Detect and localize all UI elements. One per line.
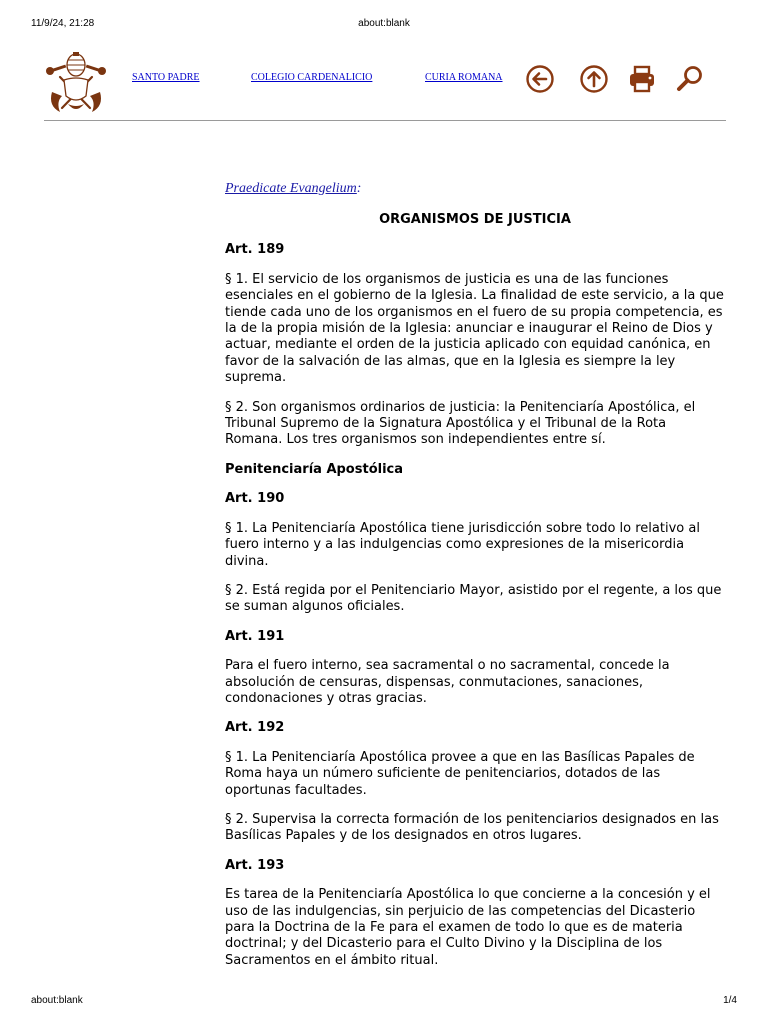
- source-citation: [225, 180, 725, 198]
- nav-link-curia-romana[interactable]: CURIA ROMANA: [425, 72, 503, 83]
- subsection-heading: Penitenciaría Apostólica: [225, 461, 404, 477]
- article-paragraph: § 2. Son organismos ordinarios de justicia: la Penitenciaría Apostólica, el Tribunal Supremo de la Signatura Apostólica y el Tribunal de la Rota Romana. Los tres organismos son independientes entre sí.: [225, 399, 696, 448]
- document-body: [225, 180, 725, 982]
- article-paragraph: § 1. La Penitenciaría Apostólica provee a que en las Basílicas Papales de Roma haya un número suficiente de penitenciarios, dotados de las oportunas facultades.: [225, 749, 695, 798]
- article-heading: Art. 193: [225, 857, 285, 873]
- print-timestamp: 11/9/24, 21:28: [31, 18, 95, 29]
- up-arrow-icon[interactable]: [579, 64, 609, 94]
- nav-link-santo-padre[interactable]: SANTO PADRE: [132, 72, 200, 83]
- search-icon[interactable]: [675, 64, 705, 94]
- article-paragraph: § 1. El servicio de los organismos de justicia es una de las funciones esenciales en el gobierno de la Iglesia. La finalidad de este servicio, a la que tiende cada uno de los organismos en el fuero de su propia competencia, es la de la propia misión de la Iglesia: anunciar e inaugurar el Reino de Dios y actuar, mediante el orden de la justicia aplicado con equidad canónica, en favor de la salvación de las almas, que en la Iglesia es siempre la ley suprema.: [225, 271, 724, 386]
- article-heading: Art. 189: [225, 242, 285, 258]
- header-divider: [44, 120, 726, 121]
- footer-url: about:blank: [31, 995, 83, 1006]
- section-title: ORGANISMOS DE JUSTICIA: [379, 212, 571, 227]
- article-heading: Art. 190: [225, 491, 285, 507]
- site-header: [40, 52, 730, 118]
- print-footer: [0, 995, 768, 1009]
- print-header: [0, 18, 768, 32]
- article-paragraph: § 2. Está regida por el Penitenciario Mayor, asistido por el regente, a los que se suman algunos oficiales.: [225, 582, 722, 615]
- article-paragraph: Para el fuero interno, sea sacramental o no sacramental, concede la absolución de censuras, dispensas, conmutaciones, sanaciones, condonaciones y otras gracias.: [225, 658, 670, 706]
- article-paragraph: Es tarea de la Penitenciaría Apostólica lo que concierne a la concesión y el uso de las indulgencias, sin perjuicio de las competencias del Dicasterio para la Doctrina de la Fe para el examen de todo lo que es de materia doctrinal; y del Dicasterio para el Culto Divino y la Disciplina de los Sacramentos en el ámbito ritual.: [225, 887, 711, 968]
- nav-link-colegio-cardenalicio[interactable]: COLEGIO CARDENALICIO: [251, 72, 373, 83]
- page-number: 1/4: [723, 995, 737, 1006]
- source-link[interactable]: Praedicate Evangelium: [225, 181, 357, 196]
- article-paragraph: § 1. La Penitenciaría Apostólica tiene jurisdicción sobre todo lo relativo al fuero interno y a las indulgencias como expresiones de la misericordia divina.: [225, 520, 700, 569]
- papal-coat-of-arms-icon[interactable]: [42, 52, 110, 116]
- source-suffix: :: [356, 181, 362, 196]
- article-paragraph: § 2. Supervisa la correcta formación de los penitenciarios designados en las Basílicas Papales y de los designados en otros lugares.: [225, 811, 719, 844]
- article-heading: Art. 192: [225, 720, 285, 736]
- print-url: about:blank: [358, 18, 410, 29]
- article-heading: Art. 191: [225, 628, 285, 644]
- back-arrow-icon[interactable]: [525, 64, 555, 94]
- printer-icon[interactable]: [627, 64, 657, 94]
